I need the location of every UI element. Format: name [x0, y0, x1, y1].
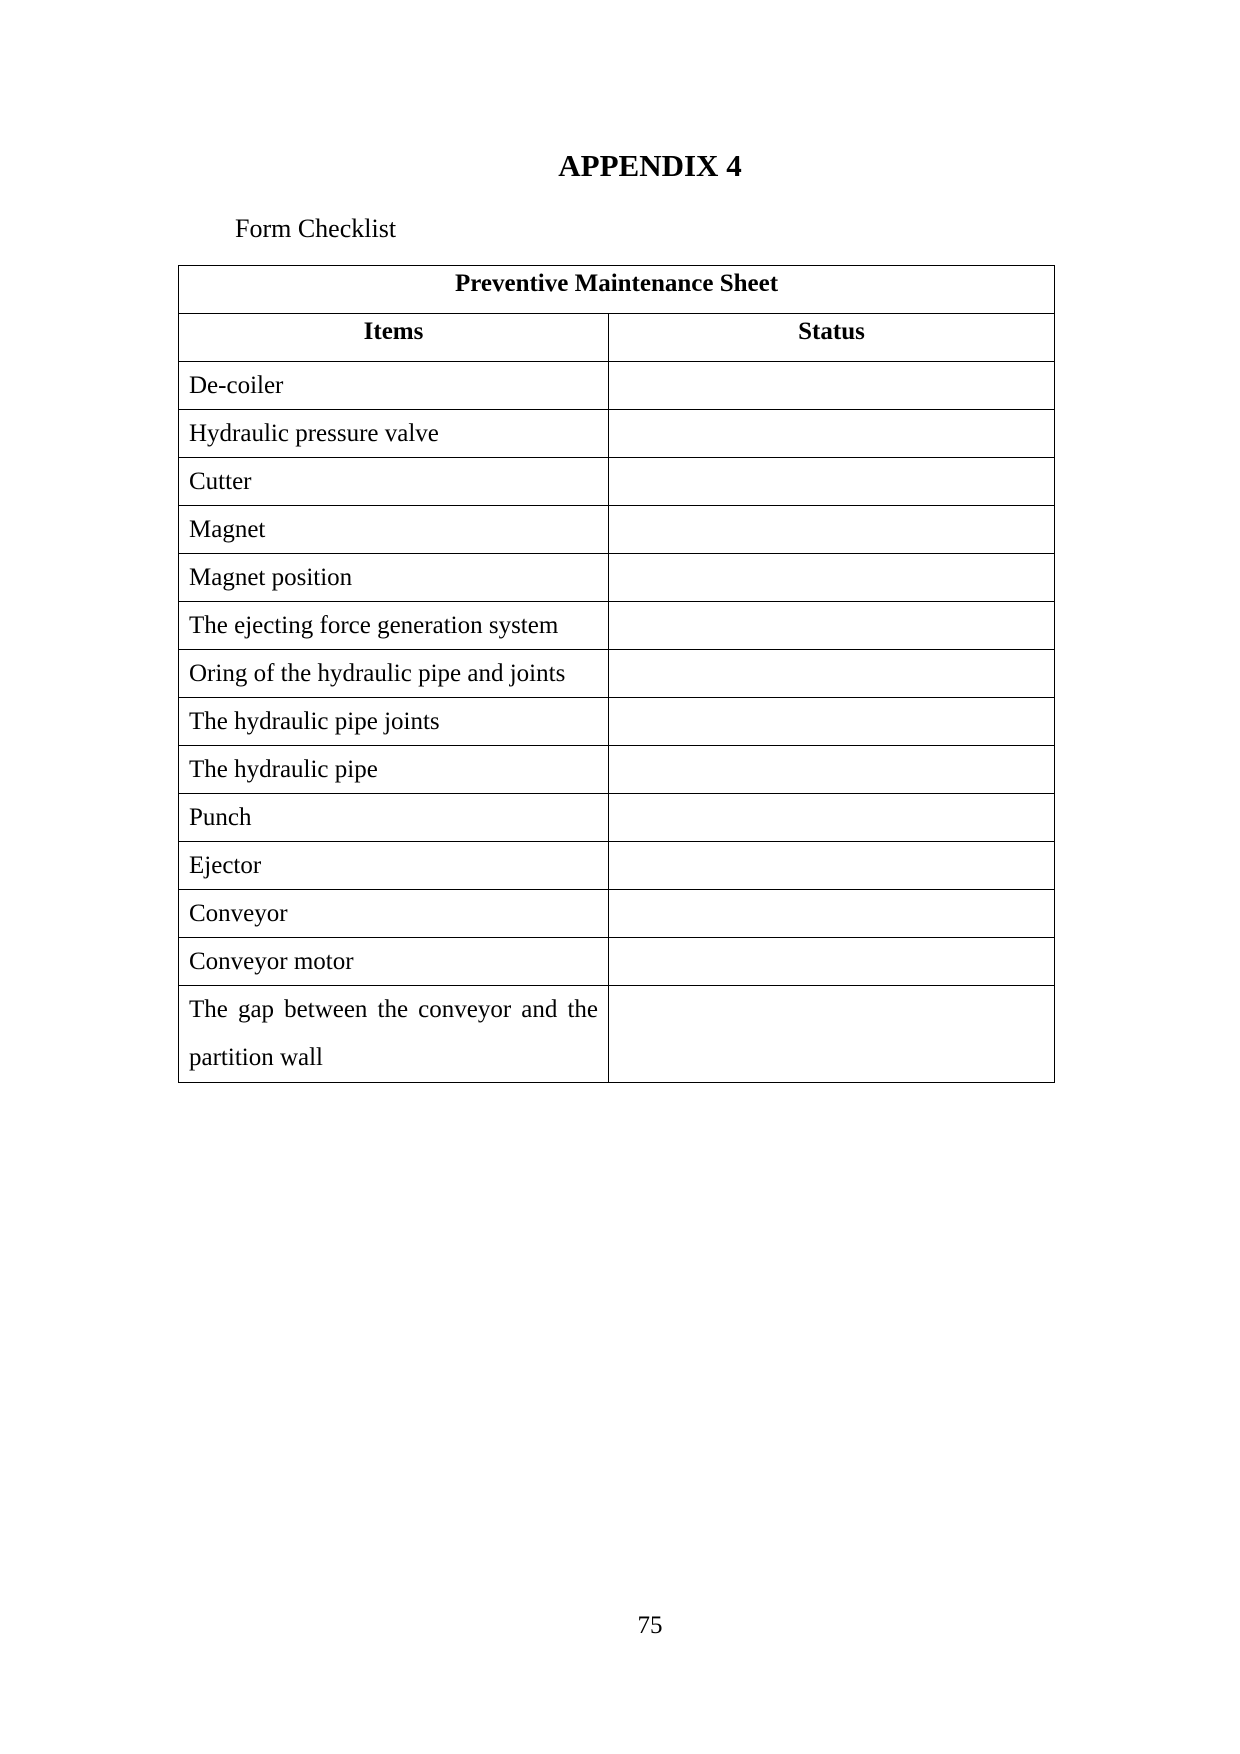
column-header-items: Items [179, 314, 609, 362]
maintenance-table [178, 265, 1055, 1083]
table-row [179, 410, 1055, 458]
status-cell[interactable] [609, 794, 1055, 842]
table-title-row [179, 266, 1055, 314]
table-header-row [179, 314, 1055, 362]
status-cell[interactable] [609, 986, 1055, 1083]
item-cell: Cutter [179, 458, 609, 506]
status-cell[interactable] [609, 746, 1055, 794]
status-cell[interactable] [609, 602, 1055, 650]
table-row [179, 698, 1055, 746]
form-subtitle: Form Checklist [235, 214, 397, 243]
item-cell: The hydraulic pipe joints [179, 698, 609, 746]
table-row [179, 506, 1055, 554]
status-cell[interactable] [609, 362, 1055, 410]
status-cell[interactable] [609, 410, 1055, 458]
table-row [179, 650, 1055, 698]
status-cell[interactable] [609, 650, 1055, 698]
table-row [179, 362, 1055, 410]
item-cell: The ejecting force generation system [179, 602, 609, 650]
status-cell[interactable] [609, 842, 1055, 890]
item-cell: Conveyor motor [179, 938, 609, 986]
item-cell: The hydraulic pipe [179, 746, 609, 794]
status-cell[interactable] [609, 458, 1055, 506]
status-cell[interactable] [609, 554, 1055, 602]
item-cell: Oring of the hydraulic pipe and joints [179, 650, 609, 698]
status-cell[interactable] [609, 890, 1055, 938]
status-cell[interactable] [609, 938, 1055, 986]
table-row [179, 842, 1055, 890]
item-cell: Ejector [179, 842, 609, 890]
page-heading: APPENDIX 4 [558, 148, 742, 183]
item-cell: Punch [179, 794, 609, 842]
item-cell: Hydraulic pressure valve [179, 410, 609, 458]
table-title: Preventive Maintenance Sheet [179, 266, 1055, 314]
column-header-status: Status [609, 314, 1055, 362]
item-cell: The gap between the conveyor and the partition wall [179, 986, 609, 1083]
item-cell: Magnet position [179, 554, 609, 602]
item-cell: Conveyor [179, 890, 609, 938]
table-row [179, 602, 1055, 650]
item-cell: De-coiler [179, 362, 609, 410]
table-row [179, 746, 1055, 794]
table-row [179, 554, 1055, 602]
table-row [179, 794, 1055, 842]
table-row [179, 458, 1055, 506]
item-cell: Magnet [179, 506, 609, 554]
table-row [179, 890, 1055, 938]
status-cell[interactable] [609, 698, 1055, 746]
status-cell[interactable] [609, 506, 1055, 554]
page-number: 75 [637, 1612, 663, 1639]
table-row [179, 986, 1055, 1083]
table-row [179, 938, 1055, 986]
